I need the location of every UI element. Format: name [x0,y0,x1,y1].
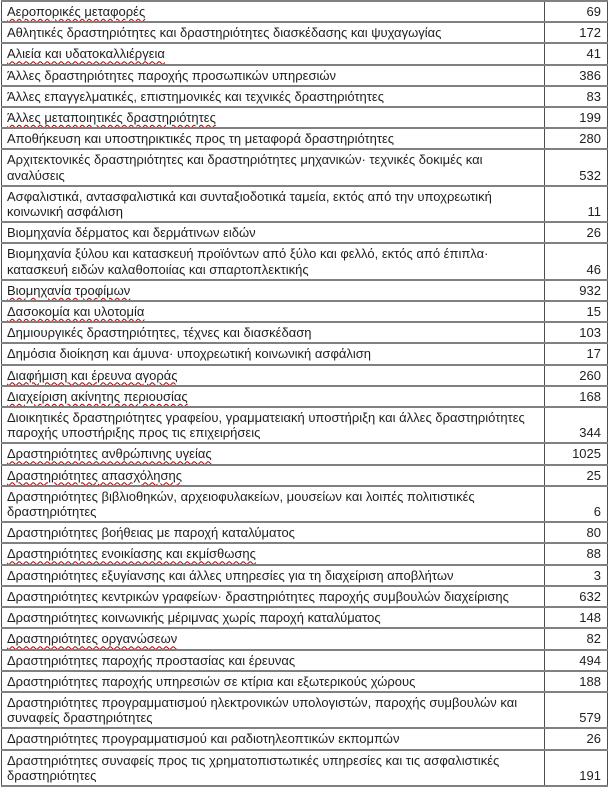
activity-count: 83 [586,88,601,104]
activity-count-cell[interactable] [545,1,608,22]
table-row [2,407,608,443]
activity-name-cell[interactable] [2,565,545,586]
activity-name-cell[interactable] [2,443,545,464]
table-row [2,386,608,407]
activity-label: Δραστηριότητες παροχής προστασίας και έρευνας [7,652,296,668]
activity-count-cell[interactable] [545,86,608,107]
activity-label: Βιομηχανία ξύλου και κατασκευή προϊόντων από ξύλο και φελλό, εκτός από έπιπλα· κατασκευή ειδών καλαθοποιίας και σπαρτοπλεκτικής [7,246,489,277]
activity-name-cell[interactable] [2,280,545,301]
activity-count-cell[interactable] [545,22,608,43]
activity-name-cell[interactable] [2,365,545,386]
table-row [2,149,608,185]
activity-label: Διαφήμιση και έρευνα αγοράς [7,367,178,383]
table-row [2,671,608,692]
table-row [2,443,608,464]
activity-label: Δραστηριότητες βοήθειας με παροχή καταλύματος [7,525,295,541]
activity-label: Αεροπορικές μεταφορές [7,4,146,19]
activity-name-cell[interactable] [2,728,545,749]
activity-count: 88 [586,546,601,562]
activity-name-cell[interactable] [2,671,545,692]
table-row [2,543,608,564]
activity-label: Βιομηχανία δέρματος και δερμάτινων ειδών [7,225,256,241]
activity-count-cell[interactable] [545,443,608,464]
activity-count-cell[interactable] [545,65,608,86]
activity-count-cell[interactable] [545,343,608,364]
activity-label: Αρχιτεκτονικές δραστηριότητες και δραστηριότητες μηχανικών· τεχνικές δοκιμές και αναλύσεις [7,152,483,183]
table-row [2,522,608,543]
activity-count-cell[interactable] [545,301,608,322]
activity-name-cell[interactable] [2,43,545,64]
activity-count: 15 [586,304,601,320]
activity-count-cell[interactable] [545,728,608,749]
activity-count-cell[interactable] [545,149,608,185]
table-row [2,728,608,749]
activity-name-cell[interactable] [2,186,545,222]
activity-count: 3 [593,567,601,583]
activity-label: Δασοκομία και υλοτομία [7,304,145,320]
activity-count-cell[interactable] [545,522,608,543]
table-row [2,628,608,649]
activity-count: 199 [579,110,601,126]
activity-label: Αθλητικές δραστηριότητες και δραστηριότητες διασκέδασης και ψυχαγωγίας [7,25,442,41]
activity-count: 80 [586,525,601,541]
activity-count-cell[interactable] [545,243,608,279]
activity-count: 260 [579,367,601,383]
activity-count: 344 [579,425,601,441]
activity-count-cell[interactable] [545,128,608,149]
activity-label: Δραστηριότητες προγραμματισμού ηλεκτρονικών υπολογιστών, παροχής συμβουλών και συναφείς δραστηριότητες [7,694,518,726]
activity-name-cell[interactable] [2,343,545,364]
activity-label: Διοικητικές δραστηριότητες γραφείου, γραμματειακή υποστήριξη και άλλες δραστηριότητες παροχής υποστήριξης προς τις επιχειρήσεις [7,410,525,441]
activity-name-cell[interactable] [2,1,545,22]
activity-count: 172 [579,25,601,41]
activity-label: Δραστηριότητες κοινωνικής μέριμνας χωρίς παροχή καταλύματος [7,610,381,626]
table-row [2,692,608,728]
activity-name-cell[interactable] [2,301,545,322]
activity-count: 46 [586,261,601,277]
table-row [2,607,608,628]
activity-name-cell[interactable] [2,107,545,128]
activity-label: Δραστηριότητες βιβλιοθηκών, αρχειοφυλακείων, μουσείων και λοιπές πολιτιστικές δραστηριότητες [7,488,475,520]
activity-count: 25 [586,467,601,483]
activity-label: Άλλες μεταποιητικές δραστηριότητες [7,110,216,126]
table-row [2,86,608,107]
table-row [2,222,608,243]
activity-name-cell[interactable] [2,222,545,243]
table-body [2,1,608,786]
activity-name-cell[interactable] [2,522,545,543]
activity-count: 41 [586,46,601,62]
activity-name-cell[interactable] [2,65,545,86]
table-row [2,365,608,386]
activity-name-cell[interactable] [2,486,545,522]
activity-label: Ασφαλιστικά, αντασφαλιστικά και συνταξιοδοτικά ταμεία, εκτός από την υποχρεωτική κοινωνική ασφάλιση [7,188,492,220]
activity-name-cell[interactable] [2,22,545,43]
activity-label: Δραστηριότητες προγραμματισμού και ραδιοτηλεοπτικών εκπομπών [7,731,400,747]
activity-name-cell[interactable] [2,650,545,671]
activity-count-cell[interactable] [545,486,608,522]
activity-count-cell[interactable] [545,107,608,128]
activity-label: Δραστηριότητες παροχής υπηρεσιών σε κτίρια και εξωτερικούς χώρους [7,673,416,689]
activity-name-cell[interactable] [2,149,545,185]
activity-count-cell[interactable] [545,628,608,649]
table-row [2,486,608,522]
table-row [2,243,608,279]
activity-count-cell[interactable] [545,322,608,343]
activity-label: Δημόσια διοίκηση και άμυνα· υποχρεωτική κοινωνική ασφάλιση [7,346,372,362]
activity-count-cell[interactable] [545,586,608,607]
table-row [2,343,608,364]
activity-name-cell[interactable] [2,586,545,607]
activity-count: 632 [579,588,601,604]
activity-count: 26 [586,731,601,747]
activity-count: 103 [579,325,601,341]
activity-count-cell[interactable] [545,692,608,728]
activity-count-cell[interactable] [545,222,608,243]
activity-count-cell[interactable] [545,407,608,443]
activity-name-cell[interactable] [2,128,545,149]
activity-count-cell[interactable] [545,565,608,586]
activity-count-cell[interactable] [545,186,608,222]
activity-name-cell[interactable] [2,86,545,107]
table-row [2,301,608,322]
table-row [2,107,608,128]
activity-name-cell[interactable] [2,407,545,443]
activity-label: Δραστηριότητες συναφείς προς τις χρηματοπιστωτικές υπηρεσίες και τις ασφαλιστικές δραστηριότητες [7,752,500,783]
activity-count: 26 [586,225,601,241]
table-row [2,586,608,607]
table-row [2,128,608,149]
activity-label: Άλλες επαγγελματικές, επιστημονικές και τεχνικές δραστηριότητες [7,88,384,104]
activity-count: 932 [579,282,601,298]
activity-count: 11 [587,204,601,220]
table-row [2,280,608,301]
table-row [2,1,608,22]
activity-count: 532 [579,167,601,183]
activity-name-cell[interactable] [2,750,545,786]
table-row [2,22,608,43]
table-row [2,650,608,671]
activity-count-cell[interactable] [545,750,608,786]
activity-label: Βιομηχανία τροφίμων [7,282,131,298]
table-row [2,465,608,486]
table-row [2,43,608,64]
activity-label: Δραστηριότητες εξυγίανσης και άλλες υπηρεσίες για τη διαχείριση αποβλήτων [7,567,454,583]
table-row [2,322,608,343]
activity-count: 1025 [572,446,601,462]
activity-name-cell[interactable] [2,243,545,279]
activity-count: 69 [586,4,601,19]
activity-count-cell[interactable] [545,365,608,386]
activity-name-cell[interactable] [2,322,545,343]
activity-count: 280 [579,131,601,147]
activity-count: 188 [579,673,601,689]
activity-label: Δραστηριότητες οργανώσεων [7,631,178,647]
activity-count: 148 [579,610,601,626]
activity-count: 579 [579,710,601,726]
activity-name-cell[interactable] [2,543,545,564]
activity-count-cell[interactable] [545,650,608,671]
activity-count-cell[interactable] [545,280,608,301]
activity-name-cell[interactable] [2,465,545,486]
activity-label: Δημιουργικές δραστηριότητες, τέχνες και διασκέδαση [7,325,312,341]
table-row [2,65,608,86]
activity-label: Αλιεία και υδατοκαλλιέργεια [7,46,165,62]
activity-name-cell[interactable] [2,628,545,649]
activity-label: Δραστηριότητες ενοικίασης και εκμίσθωσης [7,546,256,562]
activity-count: 494 [579,652,601,668]
activity-count-cell[interactable] [545,671,608,692]
activity-count-cell[interactable] [545,543,608,564]
activity-count: 191 [579,767,601,783]
activity-count: 82 [586,631,601,647]
activities-table [1,0,608,787]
activity-label: Αποθήκευση και υποστηρικτικές προς τη μεταφορά δραστηριότητες [7,131,395,147]
activity-count: 6 [593,504,601,520]
activity-label: Άλλες δραστηριότητες παροχής προσωπικών υπηρεσιών [7,67,336,83]
activity-label: Δραστηριότητες ανθρώπινης υγείας [7,446,212,462]
activity-count-cell[interactable] [545,607,608,628]
activity-label: Δραστηριότητες απασχόλησης [7,467,183,483]
activity-count-cell[interactable] [545,43,608,64]
activity-label: Δραστηριότητες κεντρικών γραφείων· δραστηριότητες παροχής συμβουλών διαχείρισης [7,588,509,604]
activity-count: 17 [586,346,601,362]
activity-name-cell[interactable] [2,607,545,628]
activity-name-cell[interactable] [2,692,545,728]
table-row [2,565,608,586]
activity-label: Διαχείριση ακίνητης περιουσίας [7,388,188,404]
activity-count-cell[interactable] [545,386,608,407]
activity-count: 386 [579,67,601,83]
table-row [2,186,608,222]
activity-name-cell[interactable] [2,386,545,407]
activity-count-cell[interactable] [545,465,608,486]
activity-count: 168 [579,388,601,404]
table-row [2,750,608,786]
